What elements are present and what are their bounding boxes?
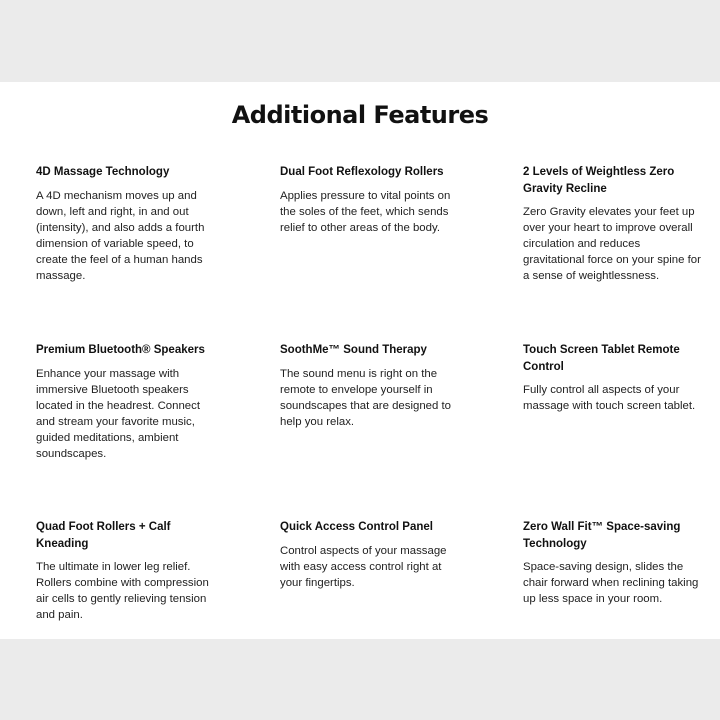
section-title: Additional Features (231, 101, 489, 129)
feature-zero-gravity-recline (523, 164, 703, 284)
feature-zero-wall-fit (523, 519, 703, 607)
feature-heading: Quick Access Control Panel (280, 521, 433, 533)
feature-description: The ultimate in lower leg relief. Rollers combine with compression air cells to gently relieving tension and pain. (36, 561, 209, 621)
feature-heading: Touch Screen Tablet Remote Control (523, 344, 680, 373)
feature-soothme-sound-therapy (280, 342, 460, 430)
feature-description: Enhance your massage with immersive Bluetooth speakers located in the headrest. Connect and stream your favorite music, guided meditations, ambient soundscapes. (36, 367, 201, 460)
feature-bluetooth-speakers (36, 342, 216, 462)
feature-description: A 4D mechanism moves up and down, left and right, in and out (intensity), and also adds a fourth dimension of variable speed, to create the feel of a human hands massage. (36, 189, 205, 282)
feature-description: Applies pressure to vital points on the soles of the feet, which sends relief to other areas of the body. (280, 189, 451, 234)
feature-heading: Zero Wall Fit™ Space-saving Technology (523, 521, 681, 550)
feature-heading: 4D Massage Technology (36, 166, 170, 178)
feature-description: Zero Gravity elevates your feet up over your heart to improve overall circulation and reduces gravitational force on your spine for a sense of weightlessness. (523, 206, 701, 282)
feature-touch-screen-remote (523, 342, 703, 414)
feature-description: Control aspects of your massage with easy access control right at your fingertips. (280, 544, 447, 589)
feature-heading: Quad Foot Rollers + Calf Kneading (36, 521, 171, 550)
feature-description: The sound menu is right on the remote to envelope yourself in soundscapes that are designed to help you relax. (280, 367, 451, 428)
feature-4d-massage-technology (36, 164, 216, 284)
feature-quick-access-control-panel (280, 519, 460, 591)
feature-quad-foot-rollers (36, 519, 216, 623)
feature-heading: 2 Levels of Weightless Zero Gravity Recline (523, 166, 675, 195)
feature-heading: SoothMe™ Sound Therapy (280, 344, 427, 356)
feature-dual-foot-reflexology-rollers (280, 164, 460, 236)
feature-heading: Premium Bluetooth® Speakers (36, 344, 205, 356)
feature-heading: Dual Foot Reflexology Rollers (280, 166, 444, 178)
feature-description: Fully control all aspects of your massage with touch screen tablet. (523, 384, 696, 412)
feature-description: Space-saving design, slides the chair forward when reclining taking up less space in your room. (523, 561, 699, 605)
